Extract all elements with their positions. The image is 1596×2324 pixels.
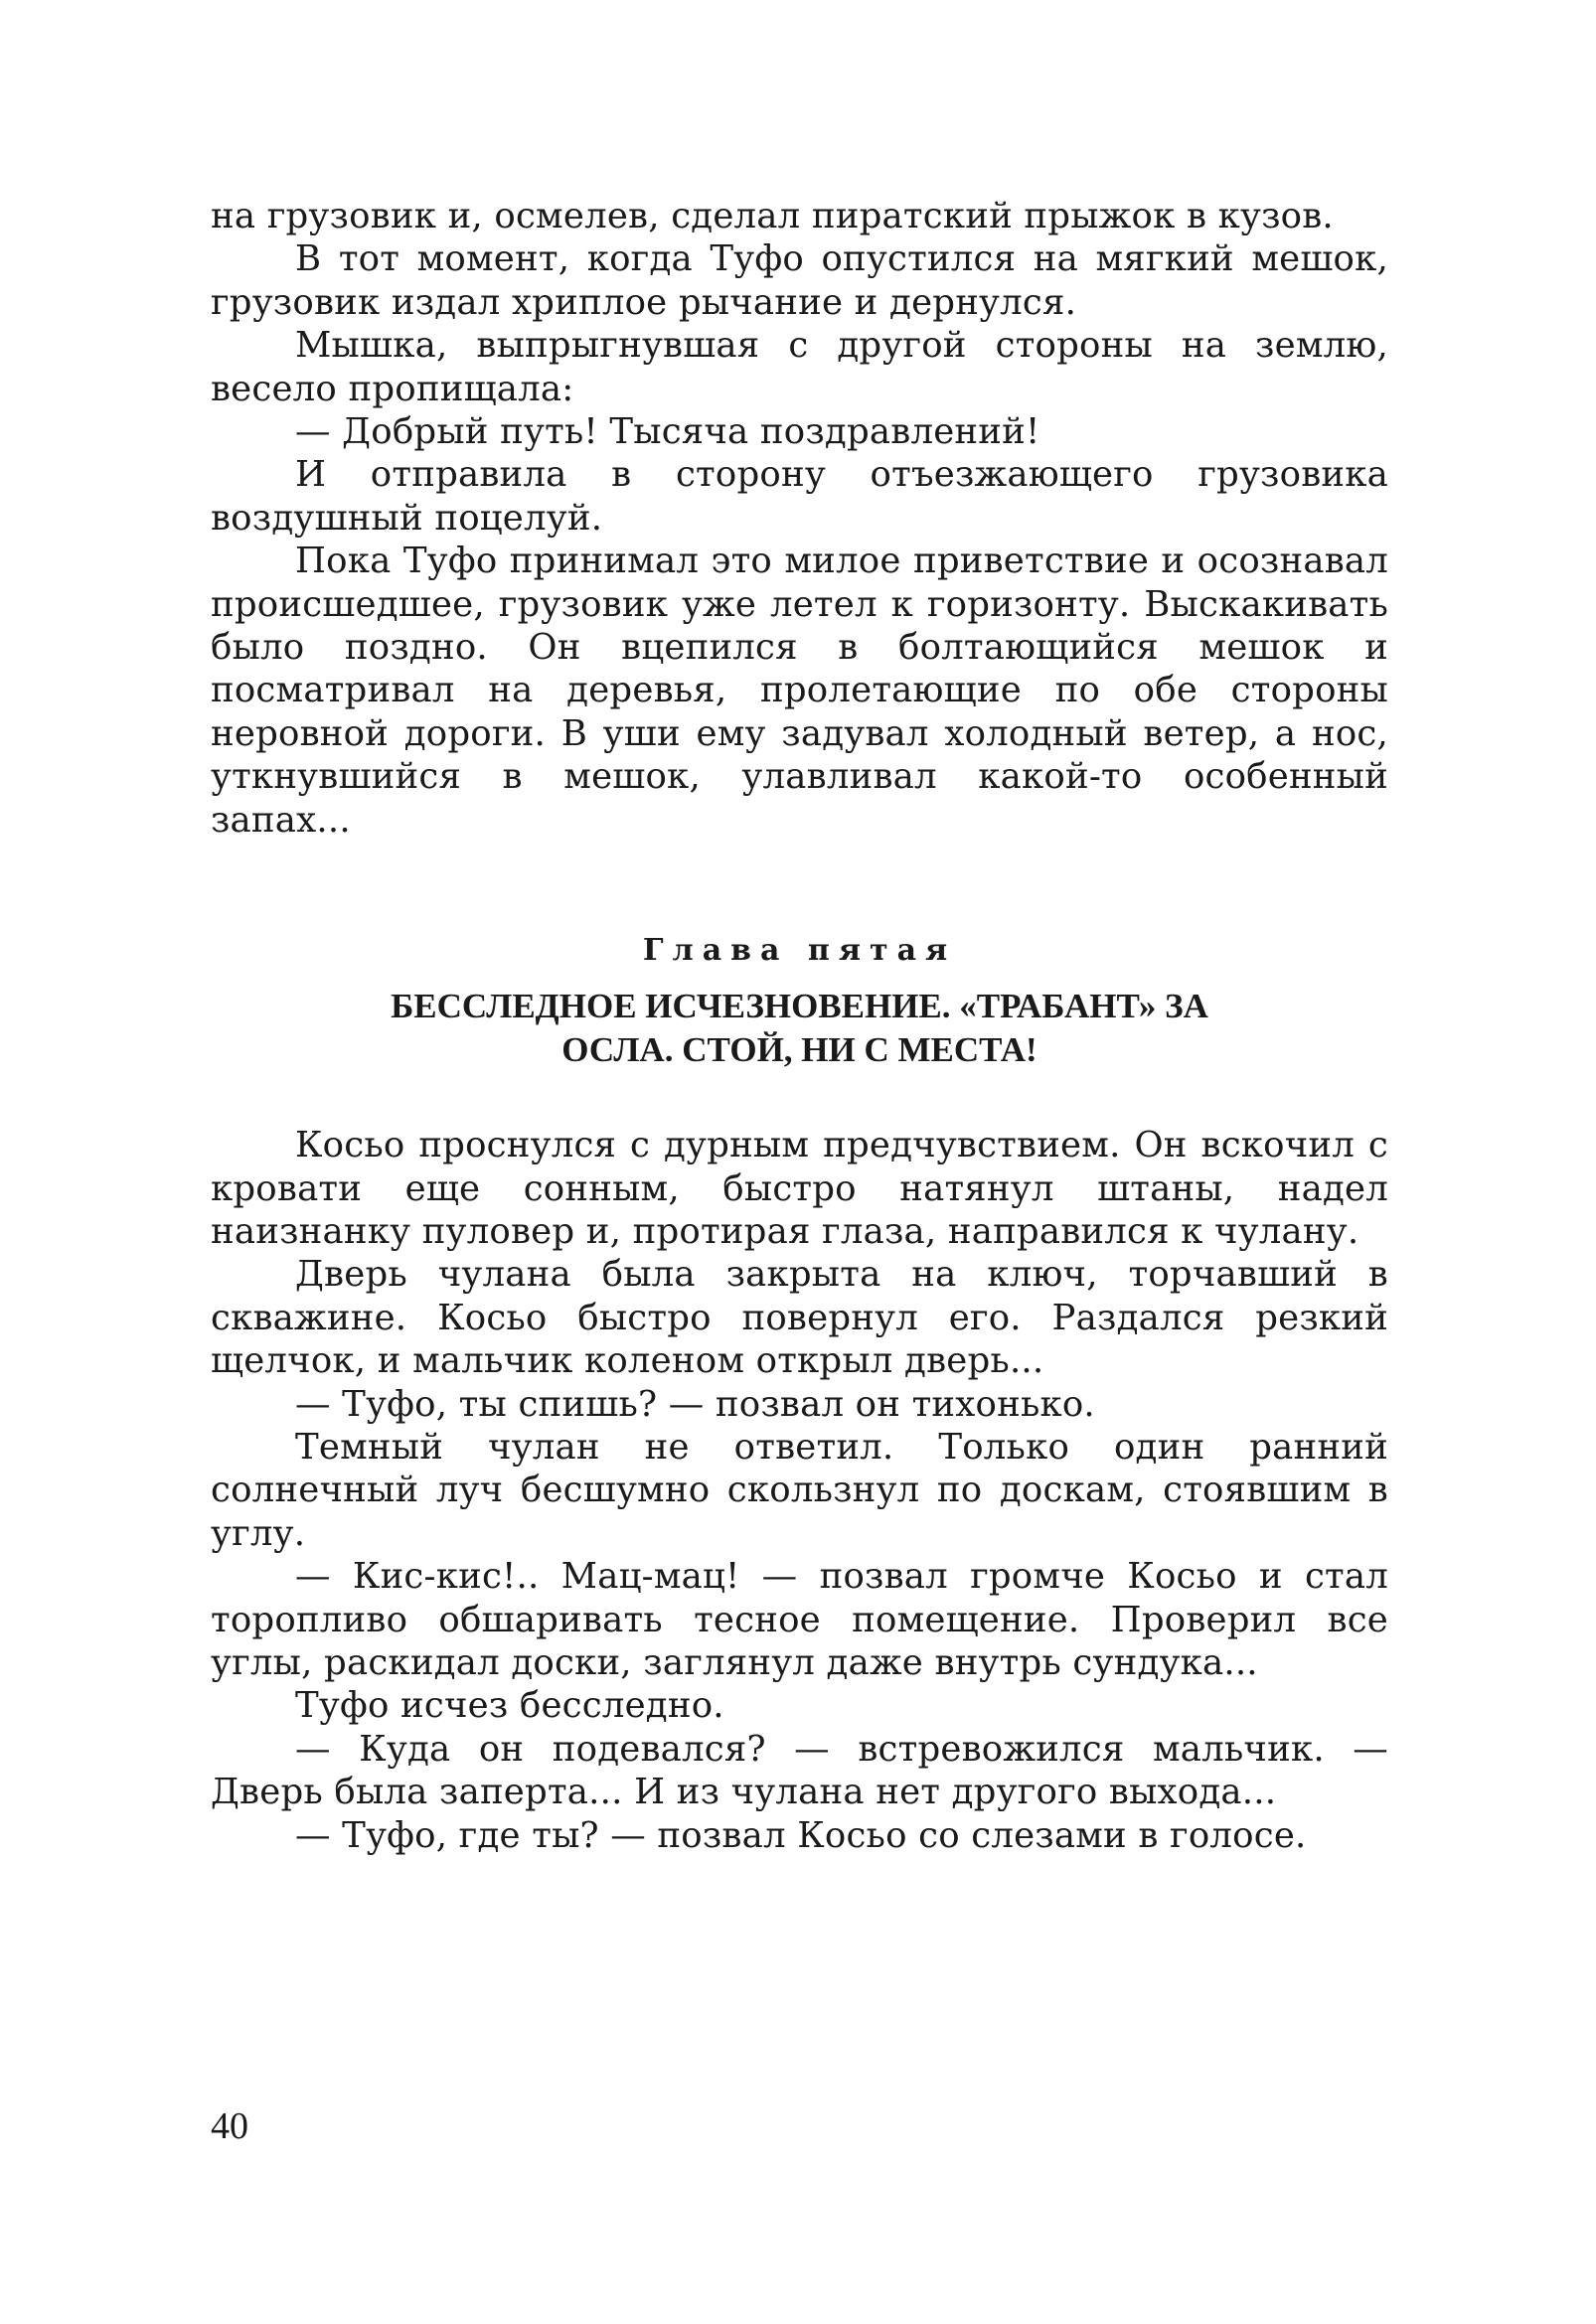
paragraph: Мышка, выпрыгнувшая с другой стороны на землю, весело пропищала: <box>211 325 1388 409</box>
paragraph: — Куда он подевался? — встревожился мальчик. — Дверь была заперта... И из чулана нет другого выхода... <box>211 1728 1388 1813</box>
paragraph: — Туфо, где ты? — позвал Косьо со слезами в голосе. <box>295 1814 1307 1856</box>
chapter-spacer <box>211 1072 1388 1124</box>
paragraph: — Добрый путь! Тысяча поздравлений! <box>295 411 1040 453</box>
paragraph: Пока Туфо принимал это милое приветствие и осознавал происшедшее, грузовик уже летел к горизонту. Выскакивать было поздно. Он вцепился в болтающийся мешок и посматривал на деревья, пролетающие по обе стороны неровной дороги. В уши ему задувал холодный ветер, а нос, уткнувшийся в мешок, улавливал какой-то особенный запах... <box>211 541 1388 841</box>
page-number: 40 <box>211 2105 248 2147</box>
paragraph: В тот момент, когда Туфо опустился на мягкий мешок, грузовик издал хриплое рычание и дернулся. <box>211 238 1388 323</box>
paragraph: Туфо исчез бесследно. <box>295 1685 724 1727</box>
paragraph: на грузовик и, осмелев, сделал пиратский прыжок в кузов. <box>211 196 1334 236</box>
page-body <box>211 195 1388 1857</box>
paragraph: — Туфо, ты спишь? — позвал он тихонько. <box>295 1383 1095 1425</box>
paragraph: Косьо проснулся с дурным предчувствием. Он вскочил с кровати еще сонным, быстро натянул штаны, надел наизнанку пуловер и, протирая глаза, направился к чулану. <box>211 1125 1388 1252</box>
chapter-title-line-2: ОСЛА. СТОЙ, НИ С МЕСТА! <box>561 1030 1037 1070</box>
paragraph: Темный чулан не ответил. Только один ранний солнечный луч бесшумно скользнул по доскам, стоявшим в углу. <box>211 1426 1388 1554</box>
paragraph: — Кис-кис!.. Мац-мац! — позвал громче Косьо и стал торопливо обшаривать тесное помещение. Проверил все углы, раскидал доски, заглянул даже внутрь сундука... <box>211 1556 1388 1683</box>
paragraph: Дверь чулана была закрыта на ключ, торчавший в скважине. Косьо быстро повернул его. Раздался резкий щелчок, и мальчик коленом открыл дверь... <box>211 1254 1388 1382</box>
chapter-title <box>211 985 1388 1072</box>
paragraph: И отправила в сторону отъезжающего грузовика воздушный поцелуй. <box>211 454 1388 539</box>
chapter-title-line-1: БЕССЛЕДНОЕ ИСЧЕЗНОВЕНИЕ. «ТРАБАНТ» ЗА <box>391 987 1208 1026</box>
chapter-label: Глава пятая <box>642 933 957 969</box>
